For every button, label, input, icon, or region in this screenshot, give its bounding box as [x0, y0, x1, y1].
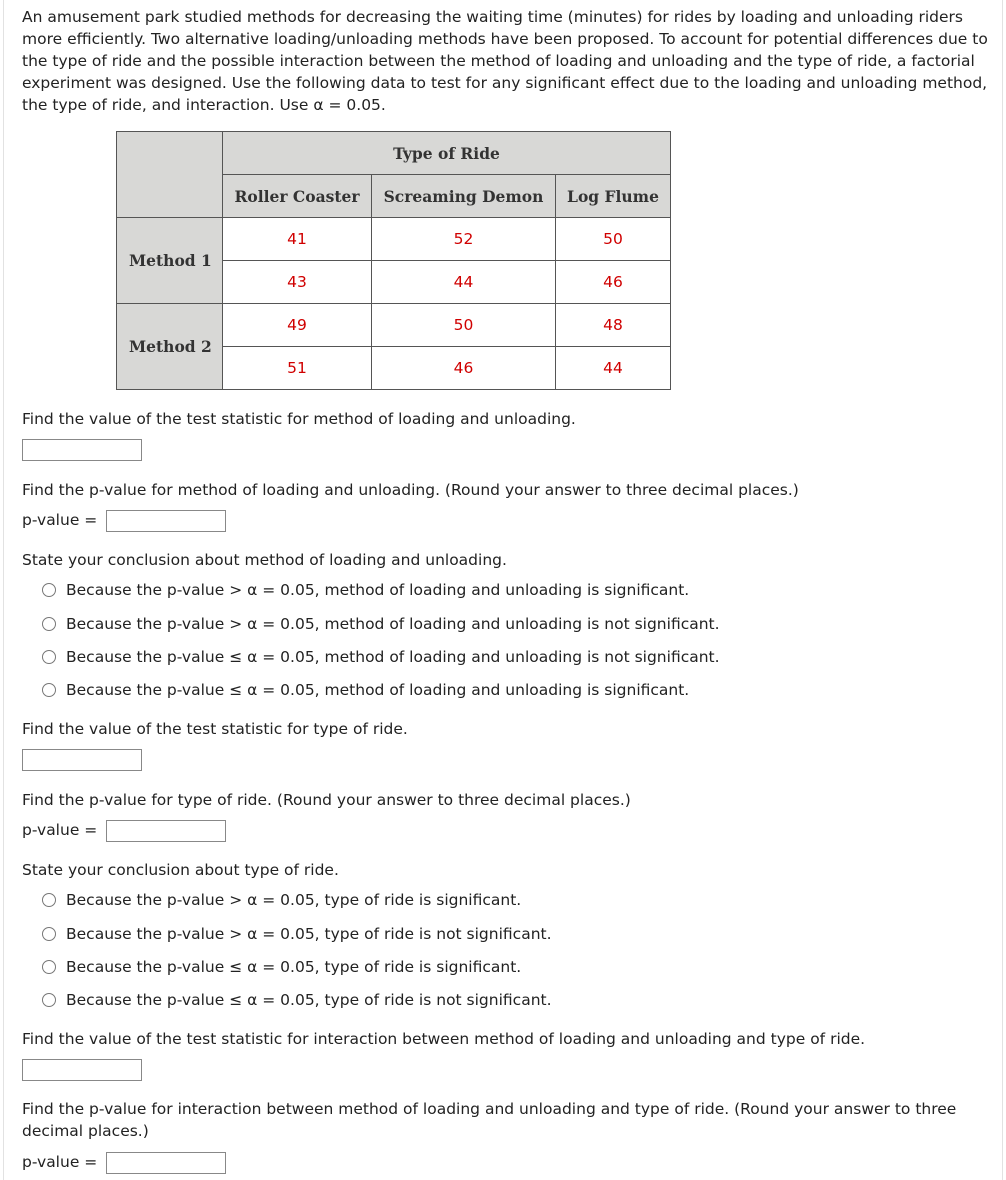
ride-statistic-input[interactable] — [22, 749, 142, 771]
option-label: Because the p-value ≤ α = 0.05, method of loading and unloading is not significant. — [66, 648, 720, 666]
ride-option-3[interactable] — [42, 956, 521, 978]
row-header-method-2: Method 2 — [117, 304, 223, 390]
interaction-statistic-input[interactable] — [22, 1059, 142, 1081]
col-header-screaming-demon: Screaming Demon — [372, 175, 556, 218]
question-method-statistic: Find the value of the test statistic for method of loading and unloading. — [22, 410, 576, 428]
interaction-pvalue-input[interactable] — [106, 1152, 226, 1174]
ride-option-1[interactable] — [42, 889, 521, 911]
method-pvalue-input[interactable] — [106, 510, 226, 532]
ride-pvalue-label: p-value = — [22, 821, 98, 839]
method-option-4[interactable] — [42, 679, 689, 701]
option-label: Because the p-value ≤ α = 0.05, type of ride is not significant. — [66, 991, 552, 1009]
table-cell: 48 — [556, 304, 671, 347]
table-cell: 50 — [372, 304, 556, 347]
method-option-2[interactable] — [42, 613, 720, 635]
table-cell: 46 — [372, 347, 556, 390]
question-method-pvalue: Find the p-value for method of loading and unloading. (Round your answer to three decimal places.) — [22, 481, 799, 499]
method-option-1[interactable] — [42, 579, 689, 601]
option-label: Because the p-value > α = 0.05, method of loading and unloading is significant. — [66, 581, 690, 599]
table-cell: 44 — [556, 347, 671, 390]
option-label: Because the p-value ≤ α = 0.05, method of loading and unloading is significant. — [66, 681, 690, 699]
question-interaction-statistic: Find the value of the test statistic for interaction between method of loading and unloading and type of ride. — [22, 1030, 866, 1048]
question-ride-statistic: Find the value of the test statistic for type of ride. — [22, 720, 408, 738]
table-cell: 41 — [223, 218, 372, 261]
problem-intro: An amusement park studied methods for decreasing the waiting time (minutes) for rides by loading and unloading riders more efficiently. Two alternative loading/unloading methods have been proposed. To account for potential differences due to the type of ride and the possible interaction between the method of loading and unloading and the type of ride, a factorial experiment was designed. Use the following data to test for any significant effect due to the loading and unloading method, the type of ride, and interaction. Use α = 0.05. — [22, 8, 988, 114]
col-header-log-flume: Log Flume — [556, 175, 671, 218]
row-header-method-1: Method 1 — [117, 218, 223, 304]
method-statistic-input[interactable] — [22, 439, 142, 461]
ride-pvalue-input[interactable] — [106, 820, 226, 842]
radio-icon[interactable] — [42, 683, 56, 697]
col-header-roller-coaster: Roller Coaster — [223, 175, 372, 218]
ride-option-4[interactable] — [42, 989, 552, 1011]
table-cell: 49 — [223, 304, 372, 347]
method-option-3[interactable] — [42, 646, 720, 668]
radio-icon[interactable] — [42, 617, 56, 631]
radio-icon[interactable] — [42, 650, 56, 664]
option-label: Because the p-value > α = 0.05, type of ride is not significant. — [66, 925, 552, 943]
table-cell: 52 — [372, 218, 556, 261]
table-corner — [117, 132, 223, 218]
radio-icon[interactable] — [42, 583, 56, 597]
table-cell: 43 — [223, 261, 372, 304]
table-cell: 51 — [223, 347, 372, 390]
table-cell: 50 — [556, 218, 671, 261]
interaction-pvalue-label: p-value = — [22, 1153, 98, 1171]
table-cell: 44 — [372, 261, 556, 304]
question-ride-pvalue: Find the p-value for type of ride. (Round your answer to three decimal places.) — [22, 791, 631, 809]
method-pvalue-label: p-value = — [22, 511, 98, 529]
question-interaction-pvalue: Find the p-value for interaction between method of loading and unloading and type of ride. (Round your answer to three decimal places.) — [22, 1100, 957, 1140]
question-method-conclusion: State your conclusion about method of loading and unloading. — [22, 551, 507, 569]
question-ride-conclusion: State your conclusion about type of ride. — [22, 861, 339, 879]
radio-icon[interactable] — [42, 960, 56, 974]
ride-option-2[interactable] — [42, 923, 552, 945]
option-label: Because the p-value > α = 0.05, method of loading and unloading is not significant. — [66, 615, 720, 633]
radio-icon[interactable] — [42, 993, 56, 1007]
data-table — [116, 131, 671, 390]
option-label: Because the p-value > α = 0.05, type of ride is significant. — [66, 891, 522, 909]
table-cell: 46 — [556, 261, 671, 304]
radio-icon[interactable] — [42, 893, 56, 907]
option-label: Because the p-value ≤ α = 0.05, type of ride is significant. — [66, 958, 522, 976]
radio-icon[interactable] — [42, 927, 56, 941]
table-header-title: Type of Ride — [223, 132, 671, 175]
